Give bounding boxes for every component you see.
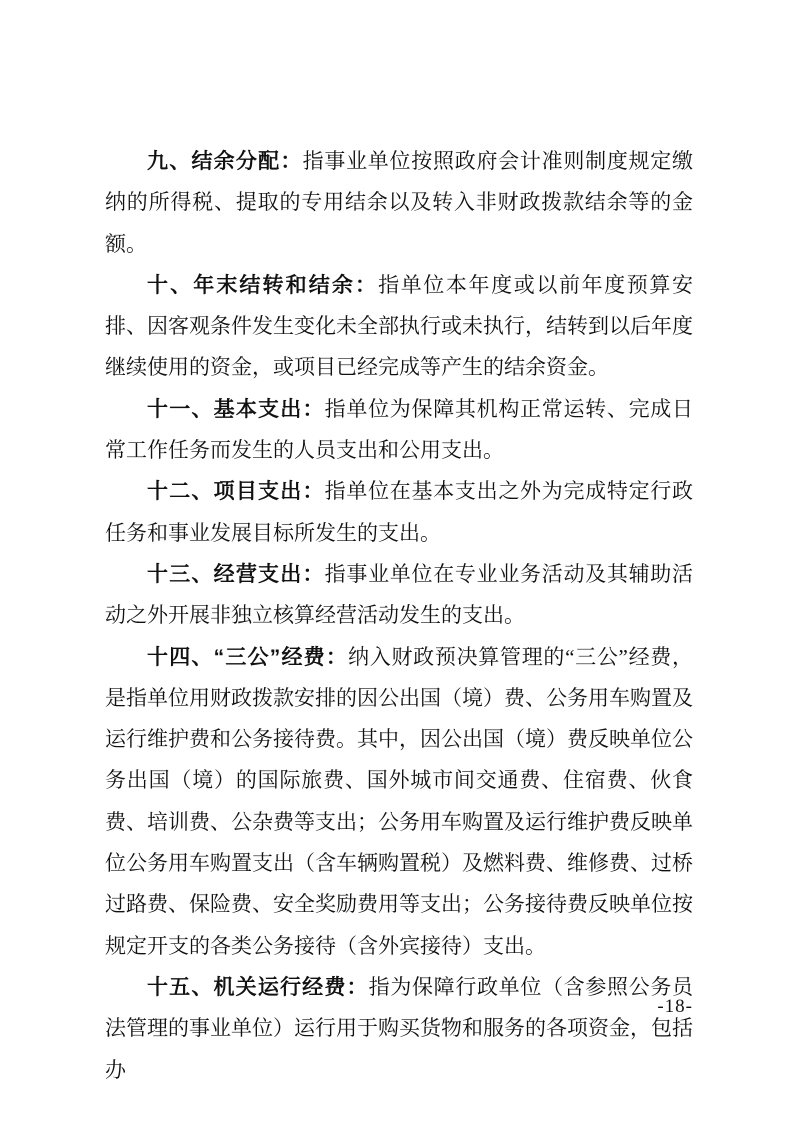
paragraph-lead: 十三、经营支出： bbox=[147, 562, 325, 586]
paragraph bbox=[105, 967, 693, 1091]
document-body bbox=[105, 141, 693, 1091]
paragraph bbox=[105, 141, 693, 265]
page-number: -18- bbox=[657, 996, 693, 1017]
paragraph-lead: 十一、基本支出： bbox=[147, 397, 325, 421]
paragraph bbox=[105, 637, 693, 967]
paragraph-body: 指为保障行政单位（含参照公务员法管理的事业单位）运行用于购买货物和服务的各项资金，包括办 bbox=[105, 974, 694, 1082]
paragraph-lead: 十四、“三公”经费： bbox=[147, 645, 349, 669]
paragraph-body: 纳入财政预决算管理的“三公”经费，是指单位用财政拨款安排的因公出国（境）费、公务用车购置及运行维护费和公务接待费。其中，因公出国（境）费反映单位公务出国（境）的国际旅费、国外城市间交通费、住宿费、伙食费、培训费、公杂费等支出；公务用车购置及运行维护费反映单位公务用车购置支出（含车辆购置税）及燃料费、维修费、过桥过路费、保险费、安全奖励费用等支出；公务接待费反映单位按规定开支的各类公务接待（含外宾接待）支出。 bbox=[105, 644, 694, 958]
paragraph bbox=[105, 554, 693, 637]
paragraph-lead: 十二、项目支出： bbox=[147, 480, 325, 504]
paragraph-lead: 十五、机关运行经费： bbox=[147, 975, 369, 999]
paragraph bbox=[105, 471, 693, 554]
paragraph-lead: 九、结余分配： bbox=[147, 150, 303, 173]
paragraph-body: 指事业单位按照政府会计准则制度规定缴纳的所得税、提取的专用结余以及转入非财政拨款结余等的金额。 bbox=[105, 149, 694, 256]
paragraph-body: 指单位为保障其机构正常运转、完成日常工作任务而发生的人员支出和公用支出。 bbox=[105, 396, 694, 463]
paragraph-body: 指单位本年度或以前年度预算安排、因客观条件发生变化未全部执行或未执行，结转到以后年度继续使用的资金，或项目已经完成等产生的结余资金。 bbox=[105, 272, 694, 380]
paragraph-body: 指事业单位在专业业务活动及其辅助活动之外开展非独立核算经营活动发生的支出。 bbox=[105, 561, 694, 628]
paragraph-lead: 十、年末结转和结余： bbox=[147, 273, 379, 297]
paragraph bbox=[105, 265, 693, 389]
paragraph-body: 指单位在基本支出之外为完成特定行政任务和事业发展目标所发生的支出。 bbox=[105, 479, 694, 545]
paragraph bbox=[105, 389, 693, 472]
